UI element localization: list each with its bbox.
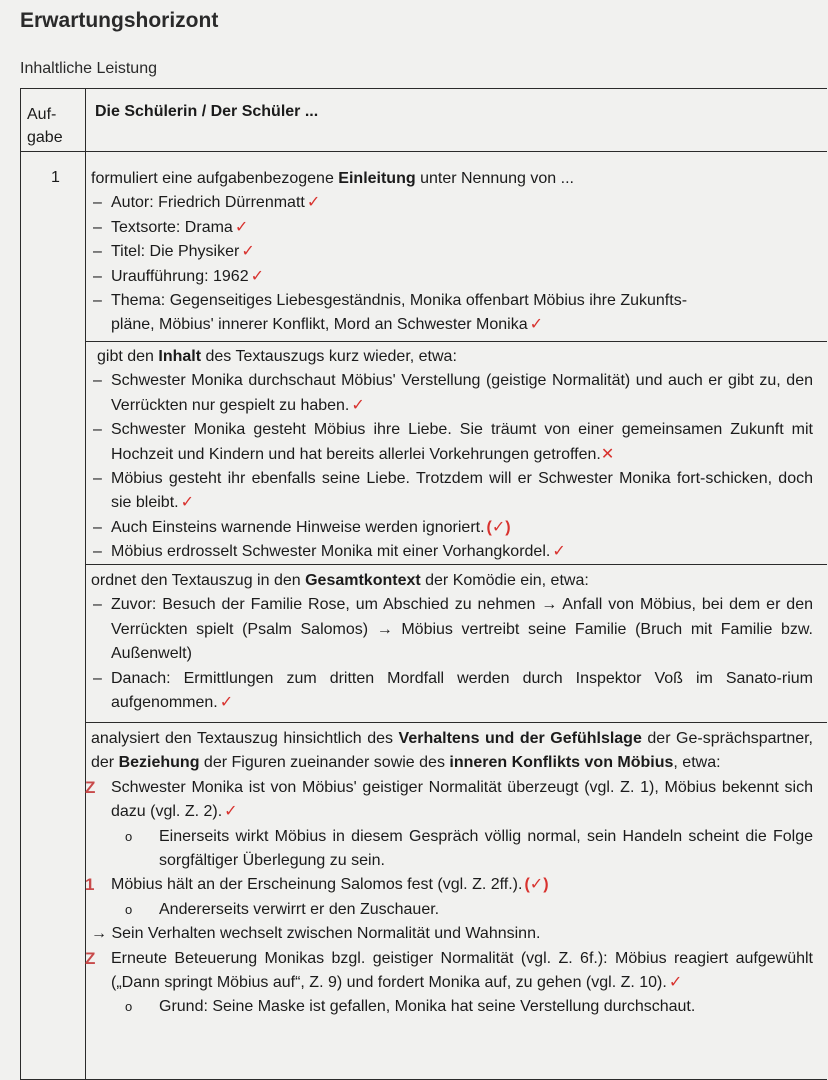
check-mark-icon: ✓ [224,803,238,821]
list-item: – Thema: Gegenseitiges Liebesgeständnis, Monika offenbart Möbius ihre Zukunfts- pläne, Möbius' innerer Konflikt, Mord an Schwester Monika ✓ [91,289,813,338]
section-intro: ordnet den Textauszug in den Gesamtkontext der Komödie ein, etwa: [91,572,589,589]
check-mark-icon: ✓ [241,243,255,261]
section-content [91,345,813,565]
list-item: Z Erneute Beteuerung Monikas bzgl. geistiger Normalität (vgl. Z. 6f.): Möbius reagiert aufgewühlt („Dann springt Möbius auf“, Z. 9) und fordert Monika auf, zu gehen (vgl. Z. 10). ✓ [85,948,813,992]
section-analysis [85,727,813,1020]
check-mark-icon: ✓ [351,396,365,414]
task-number: 1 [51,169,60,186]
list-item: – Möbius erdrosselt Schwester Monika mit einer Vorhangkordel. ✓ [91,540,813,564]
check-mark-icon: (✓) [524,876,549,894]
section-intro: formuliert eine aufgabenbezogene Einleitung unter Nennung von ... [91,170,574,187]
list-item: → Sein Verhalten wechselt zwischen Normalität und Wahnsinn. [91,925,541,943]
section-context [91,569,813,715]
section-subtitle: Inhaltliche Leistung [20,60,157,77]
evaluation-table [20,88,827,1080]
list-item: – Danach: Ermittlungen zum dritten Mordfall werden durch Inspektor Voß im Sanato-rium aufgenommen. ✓ [91,667,813,716]
check-mark-icon: ✓ [250,267,264,285]
list-item: – Auch Einsteins warnende Hinweise werden ignoriert. (✓) [91,516,813,540]
column-header-task: Auf- gabe [27,106,63,146]
header-divider [21,151,827,152]
margin-note: Z [85,777,96,797]
column-divider [85,89,86,1079]
list-item: – Zuvor: Besuch der Familie Rose, um Abschied zu nehmen → Anfall von Möbius, bei dem er den Verrückten spielt (Psalm Salomos) → Möbius vertreibt seine Familie (Bruch mit Familie bzw. Außenwelt) [91,593,813,666]
check-mark-icon: ✓ [552,543,566,561]
column-header-student: Die Schülerin / Der Schüler ... [95,103,319,120]
margin-note: 1 [85,875,95,895]
list-item: o Andererseits verwirrt er den Zuschauer. [91,898,813,922]
section-introduction [91,167,813,338]
list-item: – Möbius gesteht ihr ebenfalls seine Liebe. Trotzdem will er Schwester Monika fort-schicken, doch sie bleibt. ✓ [91,467,813,516]
page-title: Erwartungshorizont [20,9,219,32]
list-item: – Uraufführung: 1962 ✓ [91,265,813,289]
check-mark-icon: ✓ [668,974,683,992]
list-item: – Autor: Friedrich Dürrenmatt ✓ [91,191,813,215]
cross-mark-icon: ✕ [600,445,615,463]
list-item: – Textsorte: Drama ✓ [91,216,813,240]
check-mark-icon: ✓ [219,694,234,712]
check-mark-icon: ✓ [529,316,543,334]
margin-note: Z [85,948,96,968]
row-divider [85,722,827,723]
row-divider [85,341,827,342]
list-item: 1 Möbius hält an der Erscheinung Salomos fest (vgl. Z. 2ff.). (✓) [91,873,813,897]
section-intro: analysiert den Textauszug hinsichtlich des Verhaltens und der Gefühlslage der Ge-sprächspartner, der Beziehung der Figuren zueinander sowie des inneren Konflikts von Möbius, etwa: [91,730,813,772]
check-mark-icon: (✓) [486,518,511,536]
check-mark-icon: ✓ [180,494,194,512]
list-item: o Einerseits wirkt Möbius in diesem Gespräch völlig normal, sein Handeln scheint die Folge sorgfältiger Überlegung zu sein. [91,825,813,874]
list-item: – Schwester Monika durchschaut Möbius' Verstellung (geistige Normalität) und auch er gibt zu, den Verrückten nur gespielt zu haben. ✓ [91,369,813,418]
list-item: Z Schwester Monika ist von Möbius' geistiger Normalität überzeugt (vgl. Z. 1), Möbius bekennt sich dazu (vgl. Z. 2). ✓ [85,777,813,821]
check-mark-icon: ✓ [306,194,321,212]
section-intro: gibt den Inhalt des Textauszugs kurz wieder, etwa: [97,348,457,365]
list-item: o Grund: Seine Maske ist gefallen, Monika hat seine Verstellung durchschaut. [91,995,813,1019]
check-mark-icon: ✓ [234,218,249,236]
list-item: – Schwester Monika gesteht Möbius ihre Liebe. Sie träumt von einer gemeinsamen Zukunft mit Hochzeit und Kindern und hat bereits allerlei Vorkehrungen getroffen.✕ [91,418,813,467]
list-item: – Titel: Die Physiker ✓ [91,240,813,264]
